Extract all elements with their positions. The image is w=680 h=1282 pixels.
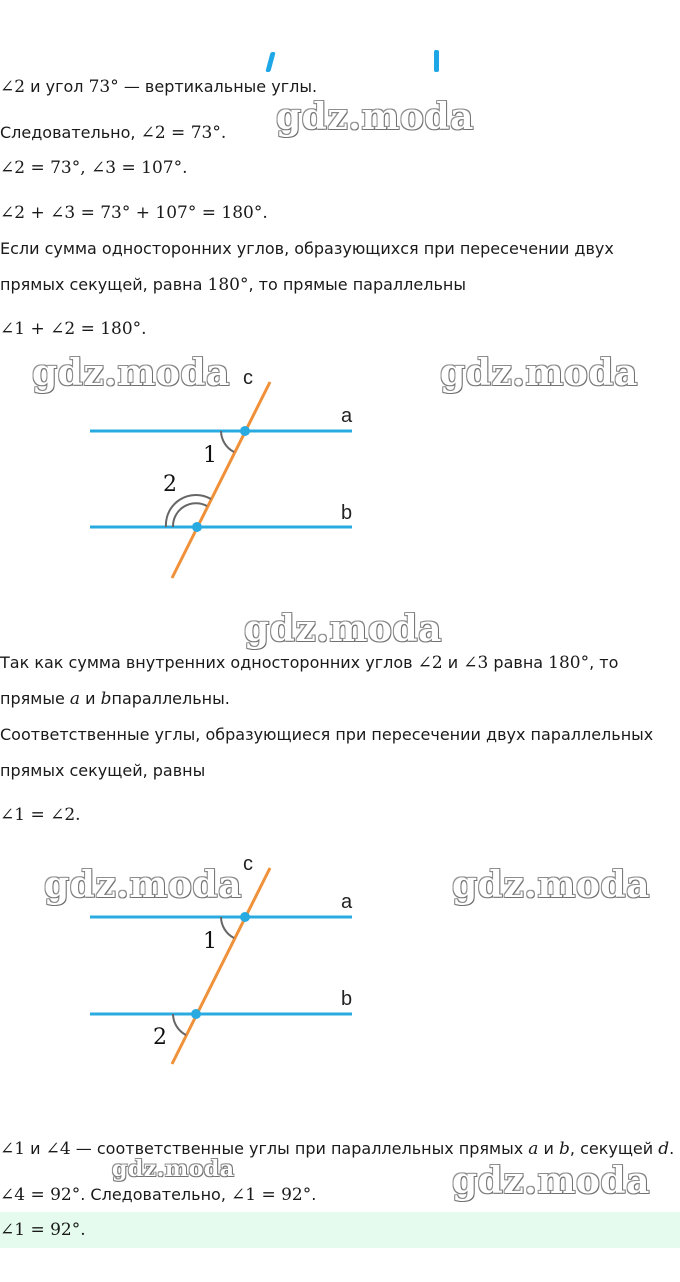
intersection-point-a	[240, 912, 250, 922]
text-line-equation-1: ∠1 + ∠2 = 180°.	[0, 319, 147, 339]
transversal-c	[172, 868, 270, 1064]
answer-text: ∠1 = 92°.	[0, 1220, 86, 1240]
intersection-point-b	[192, 522, 202, 532]
watermark: gdz.moda	[452, 1160, 650, 1202]
text-line-equation-2: ∠1 = ∠2.	[0, 805, 81, 825]
label-c: c	[243, 853, 253, 875]
watermark: gdz.moda	[276, 96, 474, 138]
text-line-conclusion-1: Следовательно, ∠2 = 73°.	[0, 123, 227, 143]
text-line-rule-4: прямых секущей, равны	[0, 761, 206, 780]
text-line-rule-1: Если сумма односторонних углов, образующихся при пересечении двух	[0, 239, 614, 258]
angle-1-label: 1	[203, 929, 217, 954]
text-line-conclusion-parallel-2: прямые a и bпараллельны.	[0, 689, 230, 709]
figure-parallel-lines-1	[0, 360, 400, 600]
transversal-c	[172, 382, 270, 578]
angle-1-arc	[221, 917, 234, 938]
text-line-rule-3: Соответственные углы, образующиеся при пересечении двух параллельных	[0, 725, 654, 744]
label-a: a	[341, 405, 353, 427]
angle-2-label: 2	[163, 472, 177, 497]
intersection-point-a	[240, 426, 250, 436]
angle-1-label: 1	[203, 443, 217, 468]
watermark: gdz.moda	[32, 352, 230, 394]
text-line-angles-values: ∠2 = 73°, ∠3 = 107°.	[0, 158, 188, 178]
text-line-conclusion-2: ∠4 = 92°. Следовательно, ∠1 = 92°.	[0, 1185, 317, 1205]
angle-2-arc	[173, 1014, 186, 1035]
label-b: b	[341, 988, 353, 1010]
watermark: gdz.moda	[452, 864, 650, 906]
text-line-vertical-angles: ∠2 и угол 73° — вертикальные углы.	[0, 77, 318, 97]
watermark: gdz.moda	[112, 1156, 235, 1182]
intersection-point-b	[191, 1009, 201, 1019]
text-line-angle-sum: ∠2 + ∠3 = 73° + 107° = 180°.	[0, 203, 268, 223]
angle-2-label: 2	[153, 1025, 167, 1050]
watermark: gdz.moda	[244, 608, 442, 650]
accent-mark-right	[434, 50, 439, 72]
angle-1-arc	[221, 431, 234, 452]
watermark: gdz.moda	[440, 352, 638, 394]
label-a: a	[341, 891, 353, 913]
watermark: gdz.moda	[44, 864, 242, 906]
figure-parallel-lines-2	[0, 846, 400, 1086]
text-line-rule-2: прямых секущей, равна 180°, то прямые параллельны	[0, 275, 466, 295]
text-line-conclusion-parallel-1: Так как сумма внутренних односторонних углов ∠2 и ∠3 равна 180°, то	[0, 653, 619, 673]
accent-mark-left	[265, 52, 275, 72]
label-c: c	[243, 367, 253, 389]
text-line-corresponding-angles: ∠1 и ∠4 — соответственные углы при параллельных прямых a и b, секущей d.	[0, 1139, 675, 1159]
answer-box	[0, 1212, 680, 1248]
label-b: b	[341, 502, 353, 524]
